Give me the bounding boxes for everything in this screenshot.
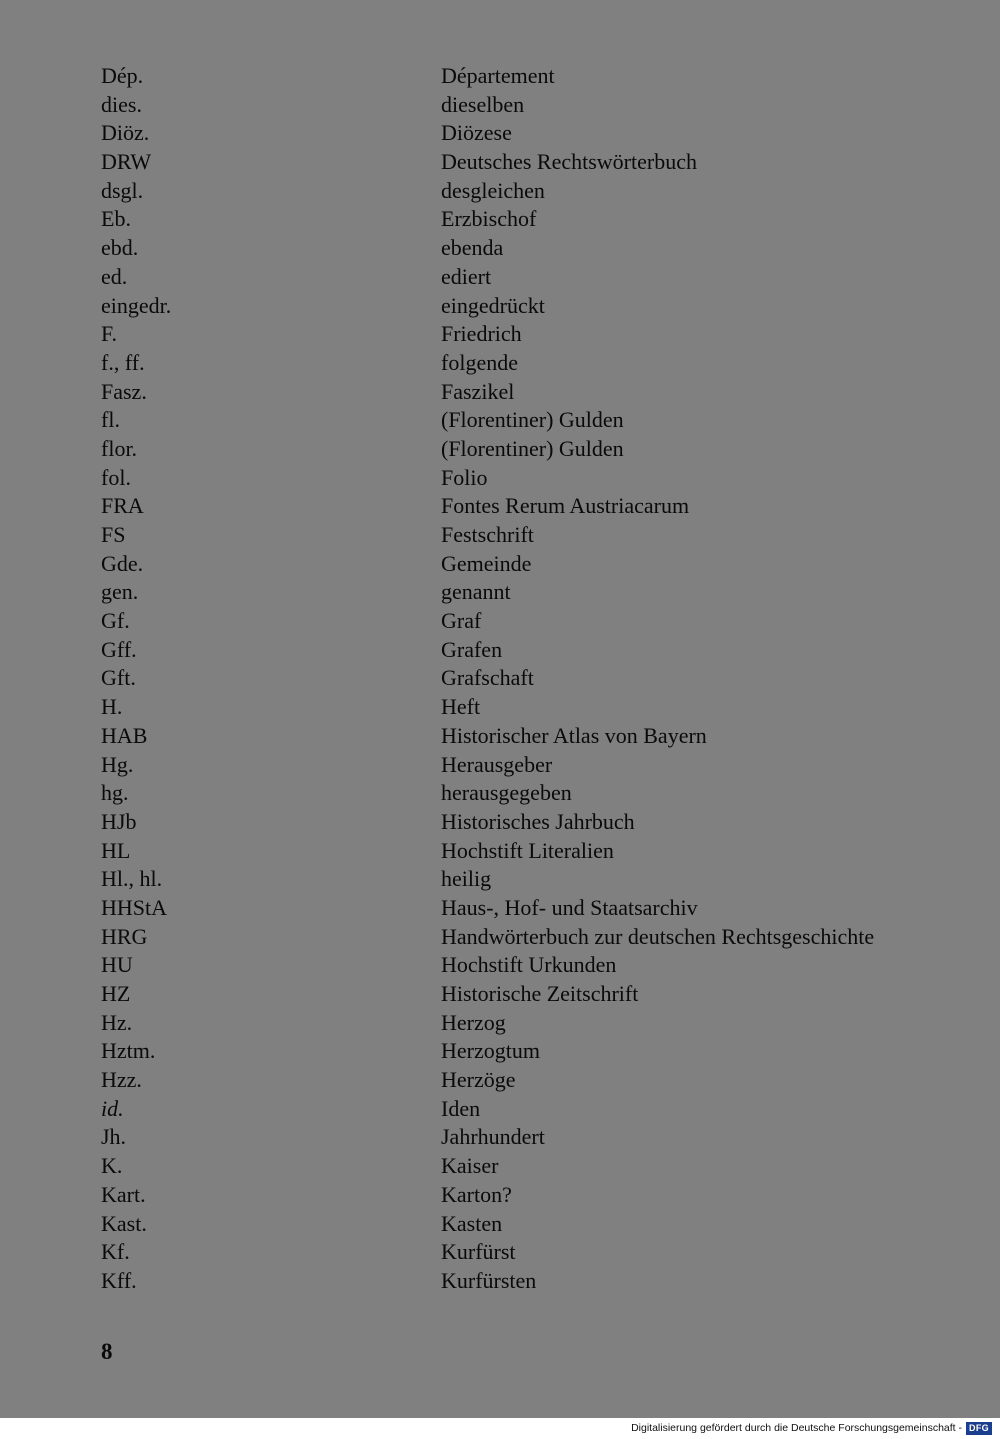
- abbreviation-term: Jh.: [101, 1124, 127, 1150]
- abbreviation-term: HAB: [101, 722, 148, 748]
- abbreviation-meaning: Jahrhundert: [441, 1124, 545, 1150]
- abbreviation-meaning: Kurfürsten: [441, 1267, 537, 1293]
- abbreviation-term: Diöz.: [101, 120, 150, 146]
- abbreviation-meaning: Grafschaft: [441, 665, 534, 691]
- abbreviation-term: Hztm.: [101, 1038, 156, 1064]
- abbreviation-meaning: Herzogtum: [441, 1038, 540, 1064]
- abbreviation-term: Hl., hl.: [101, 866, 163, 892]
- abbreviation-meaning: Hochstift Literalien: [441, 837, 614, 863]
- abbreviation-term: FS: [101, 522, 126, 547]
- abbreviation-row: [101, 292, 961, 321]
- abbreviation-term: gen.: [101, 579, 139, 605]
- abbreviation-row: [101, 148, 961, 177]
- abbreviation-row: [101, 521, 961, 550]
- abbreviation-row: [101, 837, 961, 866]
- abbreviation-row: [101, 923, 961, 952]
- abbreviation-term: Gft.: [101, 665, 136, 691]
- abbreviation-term: id.: [101, 1095, 124, 1121]
- abbreviation-meaning: Gemeinde: [441, 550, 532, 576]
- abbreviation-row: [101, 1066, 961, 1095]
- abbreviation-term: Eb.: [101, 206, 131, 232]
- abbreviation-row: [101, 1210, 961, 1239]
- abbreviation-row: [101, 865, 961, 894]
- abbreviation-row: [101, 349, 961, 378]
- abbreviation-term: Kast.: [101, 1210, 147, 1236]
- abbreviation-list: [101, 62, 961, 1296]
- abbreviation-term: f., ff.: [101, 349, 145, 375]
- abbreviation-term: HHStA: [101, 894, 168, 920]
- abbreviation-meaning: (Florentiner) Gulden: [441, 435, 624, 461]
- abbreviation-row: [101, 664, 961, 693]
- abbreviation-term: Hz.: [101, 1009, 133, 1035]
- abbreviation-meaning: Herausgeber: [441, 751, 553, 777]
- abbreviation-meaning: genannt: [441, 579, 511, 605]
- abbreviation-row: [101, 1238, 961, 1267]
- abbreviation-term: fol.: [101, 464, 131, 490]
- abbreviation-meaning: eingedrückt: [441, 292, 545, 318]
- abbreviation-meaning: Historische Zeitschrift: [441, 981, 639, 1006]
- footer-bar: [0, 1418, 1000, 1439]
- abbreviation-meaning: Historisches Jahrbuch: [441, 808, 635, 834]
- abbreviation-row: [101, 693, 961, 722]
- abbreviation-meaning: herausgegeben: [441, 780, 572, 806]
- abbreviation-term: hg.: [101, 780, 129, 806]
- abbreviation-row: [101, 435, 961, 464]
- abbreviation-term: flor.: [101, 435, 138, 461]
- abbreviation-row: [101, 951, 961, 980]
- abbreviation-row: [101, 62, 961, 91]
- abbreviation-term: dies.: [101, 91, 142, 117]
- abbreviation-term: dsgl.: [101, 177, 144, 203]
- abbreviation-meaning: desgleichen: [441, 177, 545, 203]
- abbreviation-term: Kf.: [101, 1239, 130, 1265]
- abbreviation-meaning: Grafen: [441, 636, 503, 662]
- abbreviation-term: Gff.: [101, 636, 137, 662]
- abbreviation-term: eingedr.: [101, 292, 172, 318]
- abbreviation-row: [101, 1095, 961, 1124]
- abbreviation-term: fl.: [101, 407, 120, 433]
- abbreviation-term: HL: [101, 837, 131, 863]
- abbreviation-row: [101, 1037, 961, 1066]
- abbreviation-meaning: Erzbischof: [441, 206, 537, 232]
- abbreviation-row: [101, 578, 961, 607]
- abbreviation-row: [101, 779, 961, 808]
- abbreviation-row: [101, 1009, 961, 1038]
- abbreviation-meaning: Graf: [441, 608, 482, 634]
- abbreviation-row: [101, 234, 961, 263]
- abbreviation-row: [101, 607, 961, 636]
- abbreviation-term: Fasz.: [101, 378, 147, 404]
- abbreviation-meaning: Folio: [441, 464, 488, 490]
- abbreviation-meaning: folgende: [441, 349, 518, 375]
- abbreviation-term: K.: [101, 1153, 123, 1179]
- dfg-logo: DFG: [966, 1422, 992, 1435]
- abbreviation-meaning: Historischer Atlas von Bayern: [441, 722, 707, 748]
- abbreviation-term: FRA: [101, 493, 144, 519]
- abbreviation-term: Kart.: [101, 1181, 146, 1207]
- abbreviation-row: [101, 636, 961, 665]
- abbreviation-meaning: Hochstift Urkunden: [441, 952, 617, 978]
- abbreviation-meaning: dieselben: [441, 91, 525, 117]
- abbreviation-row: [101, 320, 961, 349]
- abbreviation-row: [101, 722, 961, 751]
- abbreviation-term: Gde.: [101, 550, 144, 576]
- abbreviation-row: [101, 177, 961, 206]
- abbreviation-row: [101, 263, 961, 292]
- abbreviation-meaning: Deutsches Rechtswörterbuch: [441, 149, 697, 175]
- abbreviation-meaning: Karton?: [441, 1181, 512, 1207]
- footer-credit-text: Digitalisierung gefördert durch die Deutsche Forschungsgemeinschaft -: [631, 1422, 962, 1434]
- abbreviation-meaning: ebenda: [441, 235, 504, 261]
- abbreviation-row: [101, 751, 961, 780]
- abbreviation-term: Hg.: [101, 751, 134, 777]
- abbreviation-meaning: Département: [441, 63, 555, 88]
- abbreviation-term: H.: [101, 694, 123, 720]
- abbreviation-meaning: Herzöge: [441, 1067, 516, 1093]
- abbreviation-meaning: (Florentiner) Gulden: [441, 407, 624, 433]
- page-number: 8: [101, 1339, 113, 1364]
- abbreviation-term: HZ: [101, 981, 131, 1006]
- abbreviation-meaning: Diözese: [441, 120, 512, 146]
- abbreviation-meaning: Haus-, Hof- und Staatsarchiv: [441, 894, 698, 920]
- abbreviation-meaning: Kasten: [441, 1210, 503, 1236]
- abbreviation-meaning: Kurfürst: [441, 1239, 516, 1265]
- abbreviation-meaning: Iden: [441, 1095, 481, 1121]
- abbreviation-term: HU: [101, 952, 133, 978]
- abbreviation-row: [101, 1152, 961, 1181]
- abbreviation-row: [101, 492, 961, 521]
- abbreviation-term: Hzz.: [101, 1067, 142, 1093]
- abbreviation-meaning: heilig: [441, 866, 492, 892]
- abbreviation-row: [101, 1267, 961, 1296]
- abbreviation-term: HJb: [101, 808, 137, 834]
- abbreviation-term: HRG: [101, 923, 148, 949]
- abbreviation-meaning: Friedrich: [441, 321, 522, 347]
- abbreviation-term: F.: [101, 321, 117, 347]
- abbreviation-row: [101, 894, 961, 923]
- abbreviation-row: [101, 91, 961, 120]
- abbreviation-term: ed.: [101, 263, 128, 289]
- abbreviation-meaning: Festschrift: [441, 522, 534, 547]
- abbreviation-term: Gf.: [101, 608, 130, 634]
- abbreviation-row: [101, 406, 961, 435]
- abbreviation-term: Dép.: [101, 63, 144, 88]
- abbreviation-meaning: Faszikel: [441, 378, 515, 404]
- abbreviation-row: [101, 1123, 961, 1152]
- abbreviation-meaning: Herzog: [441, 1009, 506, 1035]
- abbreviation-row: [101, 808, 961, 837]
- abbreviation-term: DRW: [101, 149, 152, 175]
- abbreviation-row: [101, 1181, 961, 1210]
- abbreviation-meaning: Handwörterbuch zur deutschen Rechtsgeschichte: [441, 923, 875, 949]
- abbreviation-meaning: Heft: [441, 694, 481, 720]
- abbreviation-row: [101, 205, 961, 234]
- abbreviation-meaning: ediert: [441, 263, 492, 289]
- abbreviation-meaning: Fontes Rerum Austriacarum: [441, 493, 690, 519]
- abbreviation-row: [101, 980, 961, 1009]
- abbreviation-term: ebd.: [101, 235, 139, 261]
- abbreviation-term: Kff.: [101, 1267, 137, 1293]
- abbreviation-row: [101, 119, 961, 148]
- abbreviation-meaning: Kaiser: [441, 1153, 499, 1179]
- abbreviation-row: [101, 550, 961, 579]
- abbreviation-row: [101, 378, 961, 407]
- abbreviation-row: [101, 464, 961, 493]
